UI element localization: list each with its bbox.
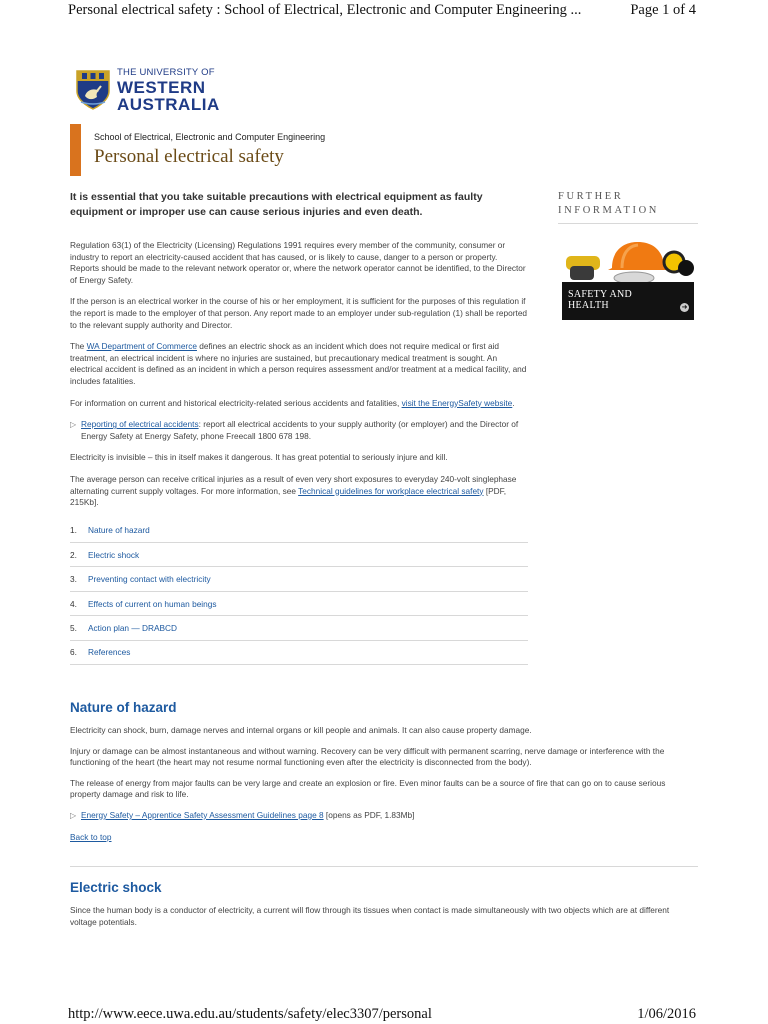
toc-number: 5.: [70, 622, 77, 633]
promo-label: [568, 290, 632, 311]
print-header-title: Personal electrical safety : School of Electrical, Electronic and Computer Engineering ...: [68, 1, 582, 18]
further-line-2: INFORMATION: [558, 204, 659, 216]
text-span: For information on current and historical electricity-related serious accidents and fatalities,: [70, 397, 402, 408]
uwa-crest-icon: [75, 69, 111, 111]
sidebar: [558, 190, 698, 320]
logo-line-2: WESTERN: [117, 77, 206, 97]
text-span: [opens as PDF, 1.83Mb]: [323, 809, 415, 820]
arrow-right-icon: ➜: [681, 304, 688, 311]
text-span: The average person can receive critical injuries as a result of even very short exposures to everyday 240-volt singlephase alternating current supply voltages. For more information, see: [70, 473, 517, 496]
toc-number: 2.: [70, 549, 77, 560]
table-of-contents: [70, 519, 528, 665]
link-technical-guidelines[interactable]: Technical guidelines for workplace electrical safety: [298, 485, 484, 496]
paragraph-average-person: [70, 474, 528, 509]
school-name: School of Electrical, Electronic and Computer Engineering: [94, 132, 326, 142]
toc-item[interactable]: [70, 641, 528, 665]
section-heading: Electric shock: [70, 880, 162, 895]
main-content: [70, 190, 528, 665]
toc-number: 3.: [70, 574, 77, 585]
further-information-heading: [558, 190, 698, 224]
toc-item[interactable]: [70, 567, 528, 591]
uwa-logo[interactable]: [75, 68, 220, 113]
section-nature-of-hazard: [70, 700, 698, 842]
text-span: defines an electric shock as an incident which does not require medical or first aid treatment, an electrical incident is where no injuries are sustained, but precautionary medical treatment is sought. An electrical accident is defined as an incident in which a person requires assessment and/or treatment at a medical facility, and includes fatalities.: [70, 341, 527, 386]
further-line-1: FURTHER: [558, 191, 624, 202]
toc-link-nature-of-hazard[interactable]: Nature of hazard: [88, 525, 150, 536]
print-footer: [68, 1004, 696, 1024]
page-header: [70, 124, 325, 176]
print-footer-url: http://www.eece.uwa.edu.au/students/safety/elec3307/personal: [68, 1005, 432, 1022]
bullet-reporting: [70, 419, 528, 442]
print-footer-date: 1/06/2016: [637, 1005, 696, 1022]
toc-number: 6.: [70, 647, 77, 658]
promo-line-2: HEALTH: [568, 299, 609, 311]
link-reporting-electrical-accidents[interactable]: Reporting of electrical accidents: [81, 419, 199, 430]
text-span: .: [512, 397, 515, 408]
bullet-arrow-icon: ▷: [70, 420, 77, 430]
link-wa-department-of-commerce[interactable]: WA Department of Commerce: [86, 341, 197, 352]
paragraph-invisible: Electricity is invisible – this in itself makes it dangerous. It has great potential to seriously injure and kill.: [70, 452, 448, 463]
intro-text: It is essential that you take suitable precautions with electrical equipment as faulty equipment or improper use can cause serious injuries and even death.: [70, 191, 483, 218]
print-header-page: Page 1 of 4: [630, 1, 696, 18]
paragraph-nature-1: Electricity can shock, burn, damage nerves and internal organs or kill people and animals. It can also cause property damage.: [70, 725, 532, 735]
toc-link-effects-of-current[interactable]: Effects of current on human beings: [88, 598, 217, 609]
paragraph-definitions: [70, 341, 528, 387]
paragraph-employer: If the person is an electrical worker in the course of his or her employment, it is sufficient for the purposes of this regulation if the report is made to the employer of that person. Any report made to an employer under sub-regulation (1) shall be reported to the relevant supply authority and Director.: [70, 296, 528, 330]
safety-and-health-banner[interactable]: [562, 238, 694, 320]
toc-link-action-plan[interactable]: Action plan — DRABCD: [88, 622, 177, 633]
back-to-top-link[interactable]: Back to top: [70, 831, 112, 842]
toc-item[interactable]: [70, 519, 528, 543]
toc-item[interactable]: [70, 616, 528, 640]
bullet-apprentice-guidelines: [70, 810, 698, 822]
promo-line-1: SAFETY AND: [568, 289, 633, 300]
logo-line-3: AUSTRALIA: [117, 94, 220, 114]
safety-gear-image: [562, 238, 694, 286]
paragraph-regulation: Regulation 63(1) of the Electricity (Licensing) Regulations 1991 requires every member of the community, consumer or industry to report an electricity-caused accident that has caused, or is likely to cause, danger to a person or property. Reports should be made to the relevant network operator or, where the network operator cannot be identified, to the Director of Energy Safety.: [70, 240, 526, 285]
bullet-text: [81, 419, 528, 442]
section-electric-shock: [70, 880, 698, 937]
bullet-text: [81, 810, 414, 822]
paragraph-energysafety: [70, 398, 528, 410]
paragraph-nature-2: Injury or damage can be almost instantaneous and without warning. Recovery can be very difficult with permanent scarring, nerve damage or interference with the functioning of the heart (the heart may not resume normal functioning even after the electricity is disconnected from the body).: [70, 745, 665, 768]
toc-number: 1.: [70, 525, 77, 536]
toc-link-preventing-contact[interactable]: Preventing contact with electricity: [88, 574, 211, 585]
toc-item[interactable]: [70, 543, 528, 567]
link-energysafety-website[interactable]: visit the EnergySafety website: [401, 397, 513, 408]
toc-number: 4.: [70, 598, 77, 609]
text-span: [PDF, 215Kb].: [70, 485, 507, 508]
link-apprentice-safety-guidelines[interactable]: Energy Safety – Apprentice Safety Assessment Guidelines page 8: [81, 809, 324, 820]
logo-line-1: THE UNIVERSITY OF: [117, 67, 215, 78]
divider: [70, 866, 698, 867]
toc-link-references[interactable]: References: [88, 647, 131, 658]
toc-link-electric-shock[interactable]: Electric shock: [88, 549, 140, 560]
text-span: : report all electrical accidents to your supply authority (or employer) and the Director of Energy Safety at Energy Safety, phone Freecall 1800 678 198.: [81, 419, 519, 441]
paragraph-nature-3: The release of energy from major faults can be very large and create an explosion or fire. Even minor faults can be a source of fire that can go on to cause serious property damage and risk to life.: [70, 777, 666, 800]
back-to-top: [70, 832, 698, 842]
print-header: [68, 0, 696, 20]
paragraph-shock-1: Since the human body is a conductor of electricity, a current will flow through its tissues when contact is made simultaneously with two objects which are at different voltage potentials.: [70, 905, 670, 927]
page-title: Personal electrical safety: [94, 146, 284, 167]
bullet-arrow-icon: ▷: [70, 810, 77, 820]
text-span: The: [70, 341, 87, 352]
toc-item[interactable]: [70, 592, 528, 616]
section-heading: Nature of hazard: [70, 700, 177, 715]
